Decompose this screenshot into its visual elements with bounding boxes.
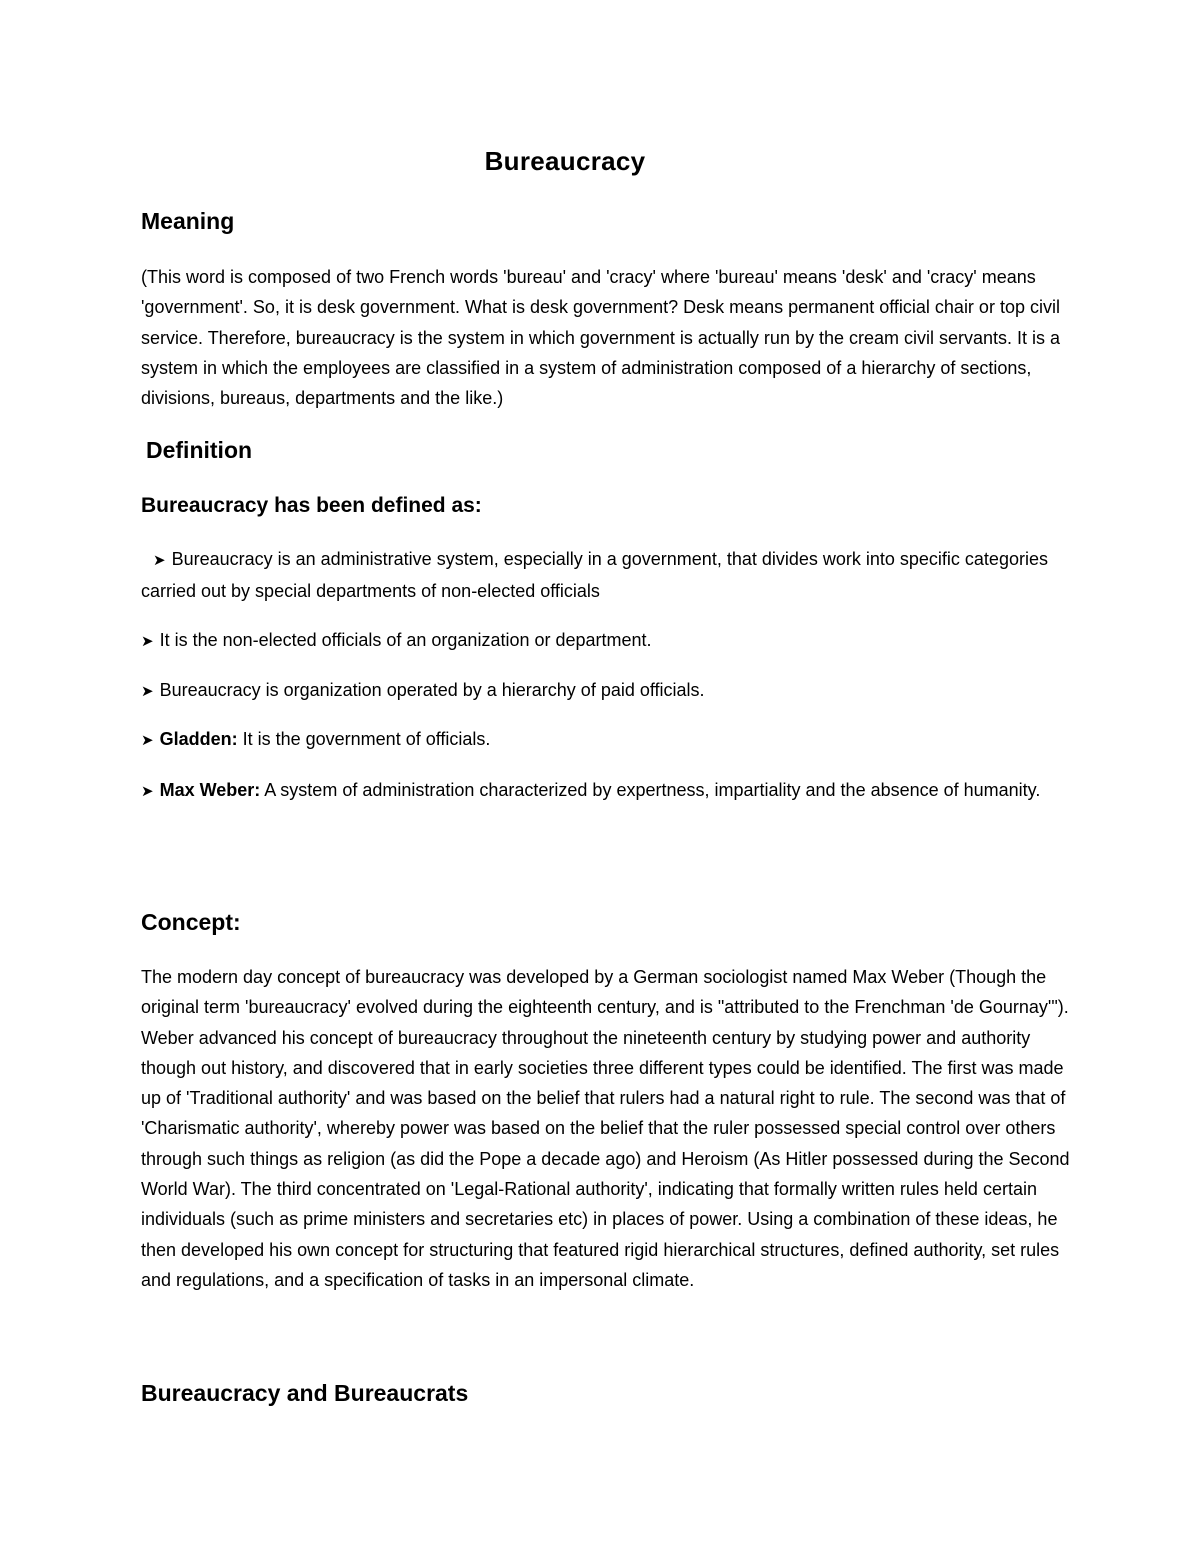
concept-paragraph: The modern day concept of bureaucracy was developed by a German sociologist named Max Weber (Though the original term 'bureaucracy' evolved during the eighteenth century, and is "attributed to the Frenchman 'de Gournay'"). Weber advanced his concept of bureaucracy throughout the nineteenth century by studying power and authority though out history, and discovered that in early societies three different types could be identified. The first was made up of 'Traditional authority' and was based on the belief that rulers had a natural right to rule. The second was that of 'Charismatic authority', whereby power was based on the belief that the ruler possessed special control over others through such things as religion (as did the Pope a decade ago) and Heroism (As Hitler possessed during the Second World War). The third concentrated on 'Legal-Rational authority', indicating that formally written rules held certain individuals (such as prime ministers and secretaries etc) in places of power. Using a combination of these ideas, he then developed his own concept for structuring that featured rigid hierarchical structures, defined authority, set rules and regulations, and a specification of tasks in an impersonal climate. [141, 967, 1070, 1290]
bullet-text: It is the government of officials. [242, 729, 491, 749]
meaning-paragraph: (This word is composed of two French words 'bureau' and 'cracy' where 'bureau' means 'desk' and 'cracy' means 'government'. So, it is desk government. What is desk government? Desk means permanent official chair or top civil service. Therefore, bureaucracy is the system in which government is actually run by the cream civil servants. It is a system in which the employees are classified in a system of administration composed of a hierarchy of sections, divisions, bureaus, departments and the like.) [141, 267, 1061, 409]
arrow-bullet-icon: ➤ [141, 683, 154, 700]
document-title: Bureaucracy [484, 146, 646, 176]
concept-heading: Concept: [141, 909, 241, 935]
arrow-bullet-icon: ➤ [141, 783, 154, 800]
bullet-text: It is the non-elected officials of an organization or department. [159, 630, 652, 650]
arrow-bullet-icon: ➤ [141, 732, 154, 749]
definition-bullet-2 [141, 625, 1071, 657]
definition-bullet-weber [141, 775, 1071, 807]
bureaucrats-heading: Bureaucracy and Bureaucrats [141, 1380, 469, 1406]
arrow-bullet-icon: ➤ [153, 552, 166, 569]
definition-bullet-3 [141, 675, 1071, 707]
meaning-heading: Meaning [141, 208, 235, 234]
definition-bullet-1 [141, 544, 1071, 606]
definition-bullet-gladden [141, 724, 1071, 756]
definition-heading: Definition [146, 437, 253, 463]
arrow-bullet-icon: ➤ [141, 633, 154, 650]
definition-subheading: Bureaucracy has been defined as: [141, 494, 482, 517]
bullet-text: A system of administration characterized by expertness, impartiality and the absence of humanity. [264, 780, 1041, 800]
bullet-text: Bureaucracy is organization operated by a hierarchy of paid officials. [159, 680, 705, 700]
bullet-text: Bureaucracy is an administrative system, especially in a government, that divides work into specific categories carried out by special departments of non-elected officials [141, 549, 1048, 601]
bullet-term: Max Weber: [159, 780, 261, 800]
bullet-term: Gladden: [159, 729, 238, 749]
